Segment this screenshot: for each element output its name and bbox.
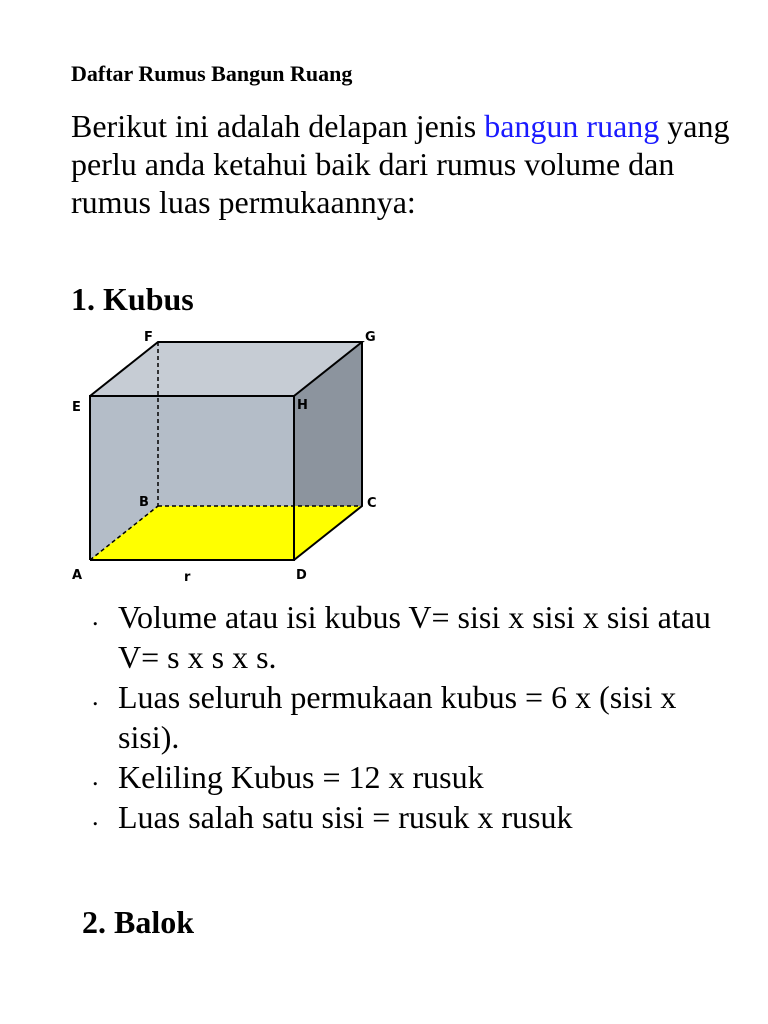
bullet-marker: . <box>92 802 99 831</box>
kubus-formula-list <box>84 597 744 837</box>
intro-text-start: Berikut ini adalah delapan jenis <box>71 108 485 144</box>
section-heading-kubus: 1. Kubus <box>71 281 194 317</box>
list-item <box>84 597 744 677</box>
vertex-label-b: B <box>139 495 149 510</box>
bullet-marker: . <box>92 602 99 631</box>
document-title: Daftar Rumus Bangun Ruang <box>71 61 353 86</box>
bangun-ruang-link[interactable]: bangun ruang <box>484 108 660 144</box>
list-item-text: Keliling Kubus = 12 x rusuk <box>118 759 484 795</box>
intro-paragraph <box>71 107 731 221</box>
vertex-label-e: E <box>72 400 81 415</box>
list-item <box>84 797 744 837</box>
bullet-marker: . <box>92 682 99 711</box>
list-item-text: Luas seluruh permukaan kubus = 6 x (sisi x sisi). <box>118 679 677 755</box>
vertex-label-g: G <box>365 330 376 345</box>
intro-text-end: yang perlu anda ketahui baik dari rumus volume dan rumus luas permukaannya: <box>71 108 730 220</box>
list-item <box>84 677 744 757</box>
kubus-diagram <box>68 326 388 586</box>
vertex-label-h: H <box>297 398 308 413</box>
section-heading-balok: 2. Balok <box>82 904 195 940</box>
vertex-label-f: F <box>144 330 153 345</box>
vertex-label-a: A <box>72 568 83 583</box>
list-item-text: Luas salah satu sisi = rusuk x rusuk <box>118 799 573 835</box>
edge-label-r: r <box>184 570 191 585</box>
list-item <box>84 757 744 797</box>
vertex-label-d: D <box>296 568 307 583</box>
vertex-label-c: C <box>367 496 377 511</box>
bullet-marker: . <box>92 762 99 791</box>
list-item-text: Volume atau isi kubus V= sisi x sisi x sisi atau V= s x s x s. <box>118 599 711 675</box>
